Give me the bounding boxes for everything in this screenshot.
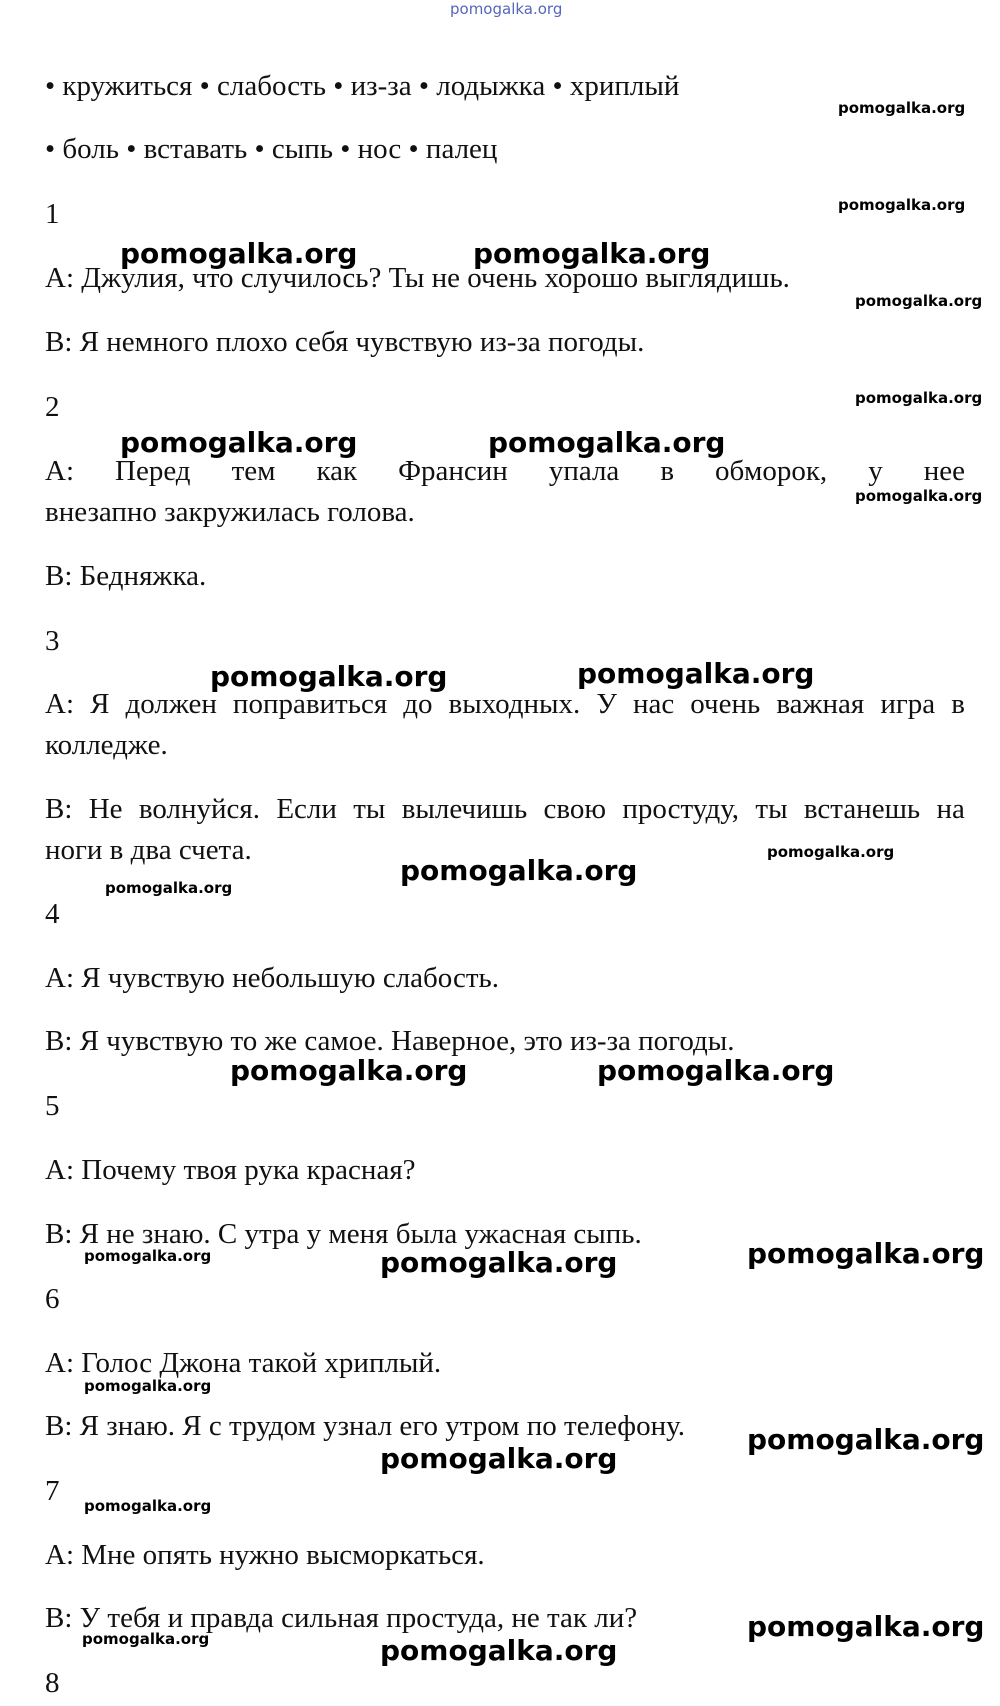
dialogue-2-line-a: А: Перед тем как Франсин упала в обморок, у нее — [45, 455, 965, 487]
dialogue-4-line-b: В: Я чувствую то же самое. Наверное, это из-за погоды. — [45, 1025, 735, 1057]
word-list-row-1: • кружиться • слабость • из-за • лодыжка • хриплый — [45, 70, 680, 102]
watermark: pomogalka.org — [577, 657, 815, 690]
watermark: pomogalka.org — [747, 1423, 985, 1456]
dialogue-number-1: 1 — [45, 198, 60, 230]
dialogue-number-8: 8 — [45, 1667, 60, 1699]
dialogue-number-3: 3 — [45, 625, 60, 657]
dialogue-number-5: 5 — [45, 1090, 60, 1122]
dialogue-3-line-a: А: Я должен поправиться до выходных. У нас очень важная игра в — [45, 688, 965, 720]
dialogue-6-line-b: В: Я знаю. Я с трудом узнал его утром по телефону. — [45, 1410, 685, 1442]
dialogue-3-line-b-cont: ноги в два счета. — [45, 834, 252, 866]
dialogue-7-line-a: А: Мне опять нужно высморкаться. — [45, 1539, 485, 1571]
watermark-small: pomogalka.org — [105, 879, 233, 897]
watermark: pomogalka.org — [380, 1442, 618, 1475]
dialogue-5-line-a: А: Почему твоя рука красная? — [45, 1154, 416, 1186]
dialogue-4-line-a: А: Я чувствую небольшую слабость. — [45, 962, 500, 994]
dialogue-2-line-a-cont: внезапно закружилась голова. — [45, 496, 415, 528]
dialogue-1-line-a: А: Джулия, что случилось? Ты не очень хорошо выглядишь. — [45, 262, 790, 294]
dialogue-number-7: 7 — [45, 1475, 60, 1507]
watermark-small: pomogalka.org — [84, 1247, 212, 1265]
watermark: pomogalka.org — [488, 426, 726, 459]
word-list-row-2: • боль • вставать • сыпь • нос • палец — [45, 133, 498, 165]
dialogue-5-line-b: В: Я не знаю. С утра у меня была ужасная сыпь. — [45, 1218, 642, 1250]
watermark: pomogalka.org — [380, 1634, 618, 1667]
dialogue-3-line-a-cont: колледже. — [45, 729, 168, 761]
dialogue-1-line-b: В: Я немного плохо себя чувствую из-за погоды. — [45, 326, 645, 358]
watermark-small: pomogalka.org — [838, 99, 966, 117]
watermark: pomogalka.org — [210, 660, 448, 693]
watermark-small: pomogalka.org — [767, 843, 895, 861]
watermark-small: pomogalka.org — [82, 1630, 210, 1648]
dialogue-6-line-a: А: Голос Джона такой хриплый. — [45, 1347, 442, 1379]
watermark-small: pomogalka.org — [855, 389, 983, 407]
dialogue-2-line-b: В: Бедняжка. — [45, 560, 207, 592]
watermark: pomogalka.org — [747, 1610, 985, 1643]
watermark-small: pomogalka.org — [855, 292, 983, 310]
dialogue-number-6: 6 — [45, 1283, 60, 1315]
watermark-small: pomogalka.org — [84, 1377, 212, 1395]
watermark-small: pomogalka.org — [838, 196, 966, 214]
watermark-small: pomogalka.org — [84, 1497, 212, 1515]
watermark: pomogalka.org — [597, 1054, 835, 1087]
dialogue-number-2: 2 — [45, 391, 60, 423]
watermark: pomogalka.org — [120, 426, 358, 459]
watermark: pomogalka.org — [120, 237, 358, 270]
watermark: pomogalka.org — [747, 1237, 985, 1270]
watermark: pomogalka.org — [400, 854, 638, 887]
watermark: pomogalka.org — [230, 1054, 468, 1087]
dialogue-3-line-b: В: Не волнуйся. Если ты вылечишь свою простуду, ты встанешь на — [45, 793, 965, 825]
watermark: pomogalka.org — [473, 237, 711, 270]
top-watermark: pomogalka.org — [450, 0, 563, 18]
watermark-small: pomogalka.org — [855, 487, 983, 505]
watermark: pomogalka.org — [380, 1246, 618, 1279]
dialogue-7-line-b: В: У тебя и правда сильная простуда, не так ли? — [45, 1602, 638, 1634]
dialogue-number-4: 4 — [45, 898, 60, 930]
